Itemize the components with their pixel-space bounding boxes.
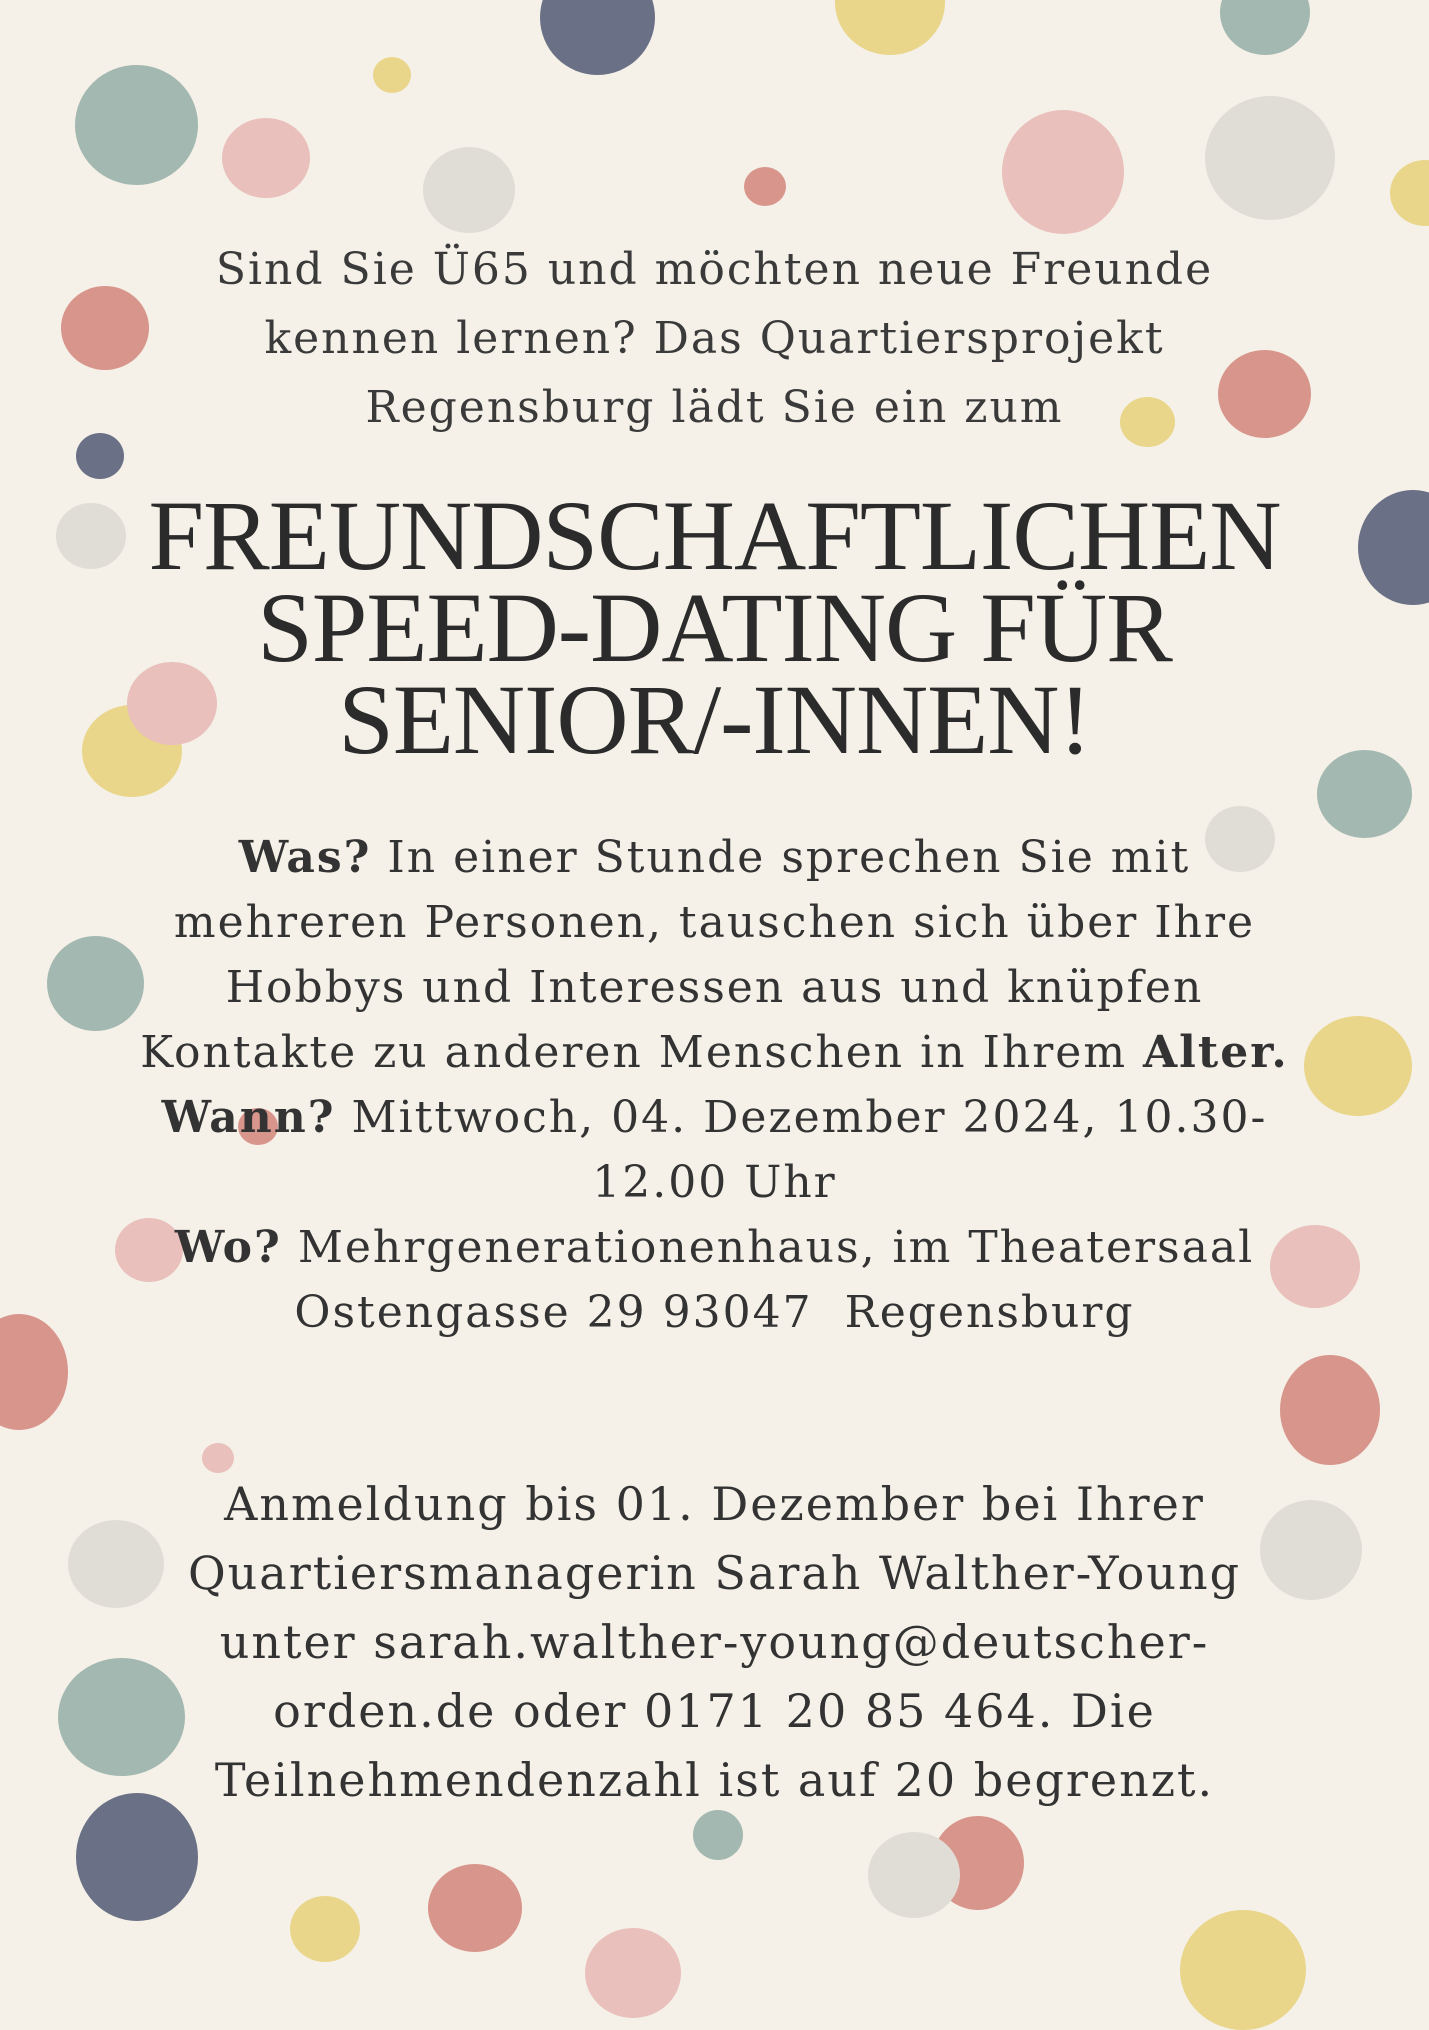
dot — [290, 1896, 360, 1962]
event-details — [120, 825, 1309, 1345]
dot — [1317, 750, 1412, 838]
headline-line-2: SPEED-DATING FÜR — [257, 572, 1172, 683]
headline-line-1: FREUNDSCHAFTLICHEN — [148, 480, 1281, 591]
dot — [222, 118, 310, 198]
dot — [1390, 160, 1429, 226]
dot — [1180, 1910, 1306, 2030]
dot — [423, 147, 515, 233]
when-label: Wann? — [161, 1092, 336, 1143]
dot — [540, 0, 655, 75]
dot — [693, 1810, 743, 1860]
dot — [868, 1832, 960, 1918]
what-text-end: Alter. — [1143, 1027, 1289, 1078]
dot — [744, 167, 786, 206]
dot — [428, 1864, 522, 1952]
dot — [202, 1443, 234, 1473]
headline-line-3: SENIOR/-INNEN! — [338, 664, 1091, 775]
what-label: Was? — [238, 832, 372, 883]
dot — [373, 57, 411, 93]
where-text: Mehrgenerationenhaus, im Theatersaal — [297, 1222, 1255, 1273]
dot — [75, 65, 198, 185]
dot — [835, 0, 945, 55]
what-paragraph — [120, 825, 1309, 1085]
what-text: In einer Stunde sprechen Sie mit mehreren Personen, tauschen sich über Ihre Hobbys und Interessen aus und knüpfen Kontakte zu anderen Menschen in Ihrem — [140, 832, 1256, 1078]
dot — [76, 433, 124, 479]
dot — [1220, 0, 1310, 55]
dot — [0, 1314, 68, 1430]
signup-text: Anmeldung bis 01. Dezember bei Ihrer Quartiersmanagerin Sarah Walther-Young unter sarah.walther-young@deutscher-orden.de oder 0171 20 85 464. Die Teilnehmendenzahl ist auf 20 begrenzt. — [187, 1477, 1242, 1807]
dot — [1205, 96, 1335, 220]
dot — [1358, 490, 1429, 605]
dot — [585, 1928, 681, 2018]
where-label: Wo? — [174, 1222, 282, 1273]
dot — [1002, 110, 1124, 234]
when-text: Mittwoch, 04. Dezember 2024, 10.30-12.00 Uhr — [351, 1092, 1268, 1208]
where-paragraph — [120, 1215, 1309, 1345]
when-paragraph — [120, 1085, 1309, 1215]
dot — [1280, 1355, 1380, 1465]
dot — [56, 503, 126, 569]
intro-text: Sind Sie Ü65 und möchten neue Freunde kennen lernen? Das Quartiersprojekt Regensburg lädt Sie ein zum — [215, 244, 1214, 433]
dot — [1304, 1016, 1412, 1116]
headline — [120, 480, 1309, 775]
where-address: Ostengasse 29 93047 Regensburg — [294, 1287, 1135, 1338]
